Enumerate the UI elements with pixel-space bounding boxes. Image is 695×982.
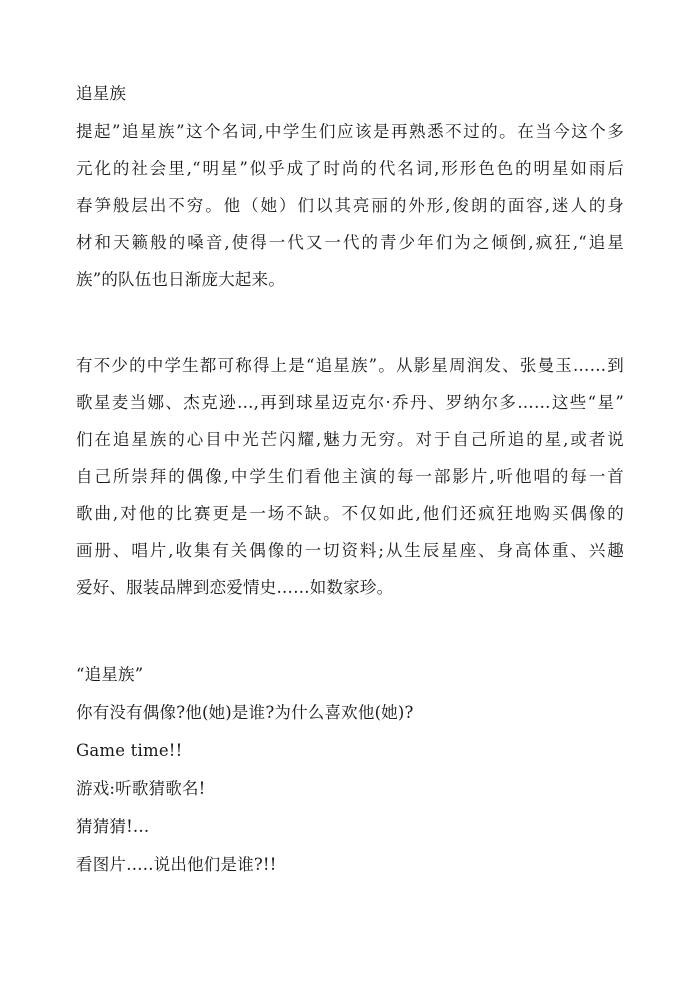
paragraph2-line-6: 画册、唱片,收集有关偶像的一切资料;从生辰星座、身高体重、兴趣 xyxy=(76,541,624,560)
question-line-2: Game time!! xyxy=(76,741,183,760)
paragraph2-line-5: 歌曲,对他的比赛更是一场不缺。不仅如此,他们还疯狂地购买偶像的 xyxy=(76,504,624,523)
question-line-4: 猜猜猜!... xyxy=(76,817,150,836)
paragraph2-line-2: 歌星麦当娜、杰克逊…,再到球星迈克尔·乔丹、罗纳尔多……这些“星” xyxy=(76,393,624,412)
paragraph1-line-1: 提起”追星族”这个名词,中学生们应该是再熟悉不过的。在当今这个多 xyxy=(76,122,624,141)
paragraph2-line-7: 爱好、服装品牌到恋爱情史……如数家珍。 xyxy=(76,578,394,597)
paragraph2-line-3: 们在追星族的心目中光芒闪耀,魅力无穷。对于自己所追的星,或者说 xyxy=(76,430,624,449)
question-line-1: 你有没有偶像?他(她)是谁?为什么喜欢他(她)? xyxy=(76,703,414,722)
paragraph2-line-1: 有不少的中学生都可称得上是“追星族”。从影星周润发、张曼玉……到 xyxy=(76,356,624,375)
section-title: “追星族” xyxy=(76,665,144,684)
doc-title: 追星族 xyxy=(76,84,127,103)
paragraph1-line-5: 族”的队伍也日渐庞大起来。 xyxy=(76,270,286,289)
question-line-5: 看图片…..说出他们是谁?!! xyxy=(76,855,277,874)
paragraph1-line-3: 春笋般层出不穷。他（她）们以其亮丽的外形,俊朗的面容,迷人的身 xyxy=(76,196,624,215)
question-line-3: 游戏:听歌猜歌名! xyxy=(76,779,206,798)
paragraph1-line-2: 元化的社会里,“明星”似乎成了时尚的代名词,形形色色的明星如雨后 xyxy=(76,159,624,178)
paragraph2-line-4: 自己所崇拜的偶像,中学生们看他主演的每一部影片,听他唱的每一首 xyxy=(76,467,624,486)
paragraph1-line-4: 材和天籁般的嗓音,使得一代又一代的青少年们为之倾倒,疯狂,“追星 xyxy=(76,233,624,252)
